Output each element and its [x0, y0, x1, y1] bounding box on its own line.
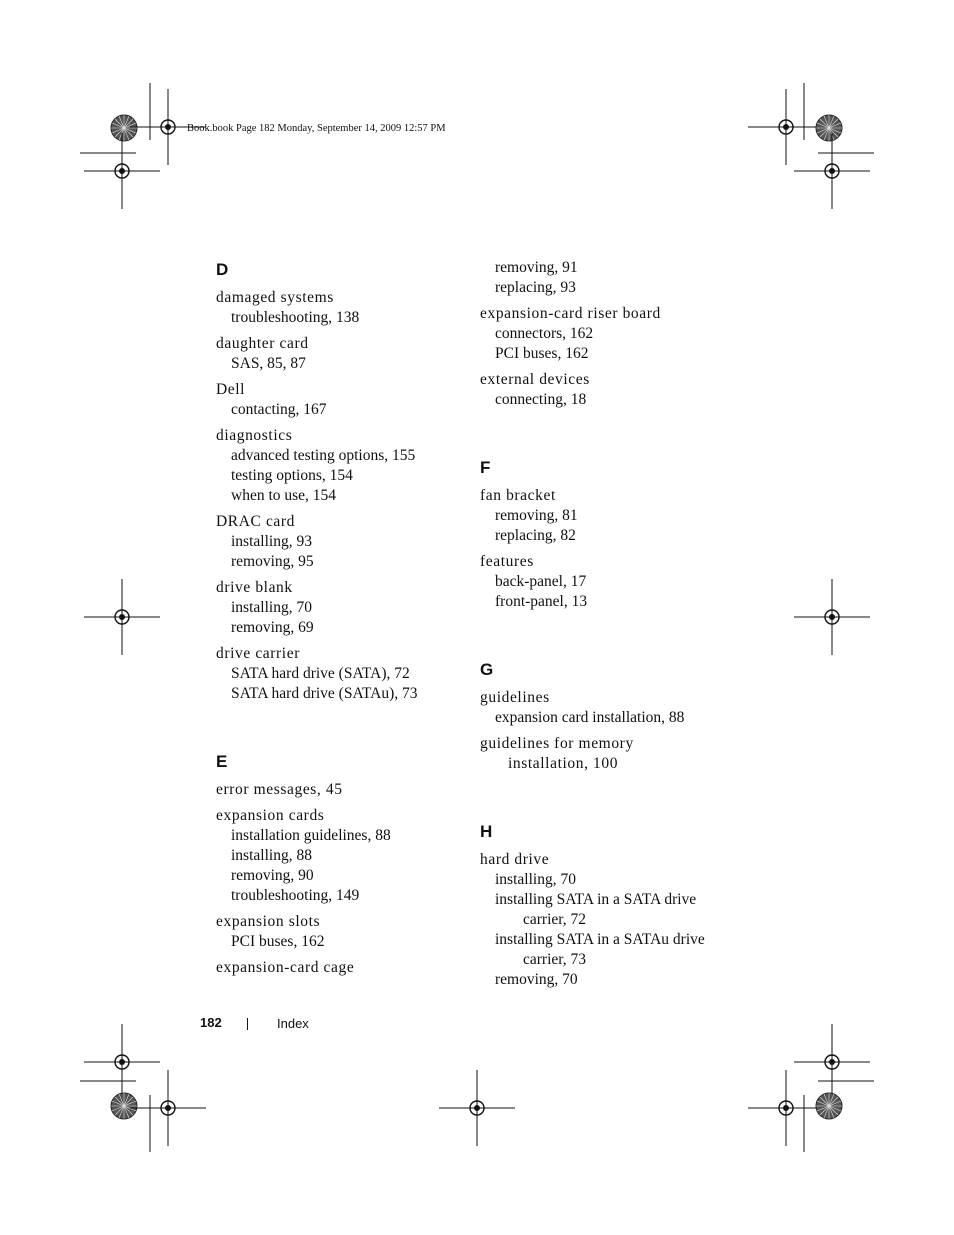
index-term: external devices: [480, 371, 590, 388]
index-subentry: removing, 90: [231, 867, 314, 884]
index-term: features: [480, 553, 534, 570]
index-subentry: [480, 890, 750, 930]
index-term: DRAC card: [216, 513, 296, 530]
index-subentry: installing, 70: [495, 871, 576, 888]
index-term: diagnostics: [216, 427, 293, 444]
index-term: Dell: [216, 381, 246, 398]
index-entry: [216, 644, 476, 704]
index-subentry: when to use, 154: [231, 487, 337, 504]
index-subentry: advanced testing options, 155: [231, 447, 416, 464]
index-entry: [216, 288, 476, 328]
index-subentry: installing, 93: [231, 533, 312, 550]
index-entry: [480, 486, 750, 546]
index-term: expansion-card riser board: [480, 305, 661, 322]
index-entry-continued: [480, 258, 750, 298]
index-subentry: removing, 95: [231, 553, 314, 570]
index-subentry: [480, 930, 750, 970]
index-subentry: contacting, 167: [231, 401, 327, 418]
index-entry: [480, 370, 750, 410]
index-entry: [480, 850, 750, 990]
section-letter-g: G: [480, 660, 494, 679]
section-letter-e: E: [216, 752, 228, 771]
index-subentry: removing, 70: [495, 971, 578, 988]
index-subentry: installing, 70: [231, 599, 312, 616]
print-slug: Book.book Page 182 Monday, September 14, 2009 12:57 PM: [187, 123, 446, 134]
index-term: daughter card: [216, 335, 309, 352]
index-term: expansion-card cage: [216, 959, 355, 976]
index-subentry: installation guidelines, 88: [231, 827, 391, 844]
index-subentry: connecting, 18: [495, 391, 587, 408]
index-entry: [216, 426, 476, 506]
index-entry: [216, 806, 476, 906]
index-term: expansion slots: [216, 913, 321, 930]
index-column-left: [216, 258, 476, 984]
index-term: guidelines: [480, 689, 550, 706]
index-subentry: installing, 88: [231, 847, 312, 864]
index-subentry: PCI buses, 162: [231, 933, 325, 950]
footer-section-label: Index: [277, 1016, 309, 1031]
index-term: drive carrier: [216, 645, 300, 662]
index-term-text: guidelines for memory: [480, 735, 634, 752]
index-subentry: back-panel, 17: [495, 573, 587, 590]
index-entry: [216, 958, 476, 978]
index-subentry: replacing, 93: [495, 279, 576, 296]
index-subentry-text: installing SATA in a SATA drive: [495, 891, 697, 908]
index-term: hard drive: [480, 851, 550, 868]
index-entry: [216, 912, 476, 952]
index-entry: [216, 334, 476, 374]
section-letter-h: H: [480, 822, 493, 841]
index-subentry-continuation: carrier, 72: [523, 911, 587, 928]
index-subentry: PCI buses, 162: [495, 345, 589, 362]
index-subentry: testing options, 154: [231, 467, 353, 484]
section-letter-f: F: [480, 458, 491, 477]
index-subentry: front-panel, 13: [495, 593, 588, 610]
index-subentry: removing, 81: [495, 507, 578, 524]
index-subentry: SAS, 85, 87: [231, 355, 306, 372]
index-subentry: expansion card installation, 88: [495, 709, 685, 726]
footer-divider: [247, 1018, 248, 1030]
index-subentry-text: installing SATA in a SATAu drive: [495, 931, 705, 948]
section-letter-d: D: [216, 260, 229, 279]
index-entry: [480, 688, 750, 728]
index-subentry: SATA hard drive (SATA), 72: [231, 665, 410, 682]
index-subentry-continuation: carrier, 73: [523, 951, 587, 968]
index-entry: [216, 380, 476, 420]
index-subentry: connectors, 162: [495, 325, 594, 342]
index-subentry: replacing, 82: [495, 527, 576, 544]
index-entry: [216, 780, 476, 800]
index-subentry: removing, 91: [495, 259, 578, 276]
index-entry: [216, 578, 476, 638]
index-entry: [480, 552, 750, 612]
index-subentry: troubleshooting, 149: [231, 887, 360, 904]
index-subentry: SATA hard drive (SATAu), 73: [231, 685, 418, 702]
index-term: fan bracket: [480, 487, 556, 504]
index-column-right: [480, 258, 750, 996]
index-subentry: troubleshooting, 138: [231, 309, 360, 326]
index-entry: [216, 512, 476, 572]
index-term: expansion cards: [216, 807, 325, 824]
index-entry: [480, 734, 750, 774]
index-term: drive blank: [216, 579, 293, 596]
index-term: error messages, 45: [216, 781, 343, 798]
index-subentry: removing, 69: [231, 619, 314, 636]
index-term: damaged systems: [216, 289, 334, 306]
page-number: 182: [200, 1015, 222, 1030]
index-term: [480, 734, 750, 774]
index-term-continuation: installation, 100: [508, 755, 619, 772]
index-entry: [480, 304, 750, 364]
